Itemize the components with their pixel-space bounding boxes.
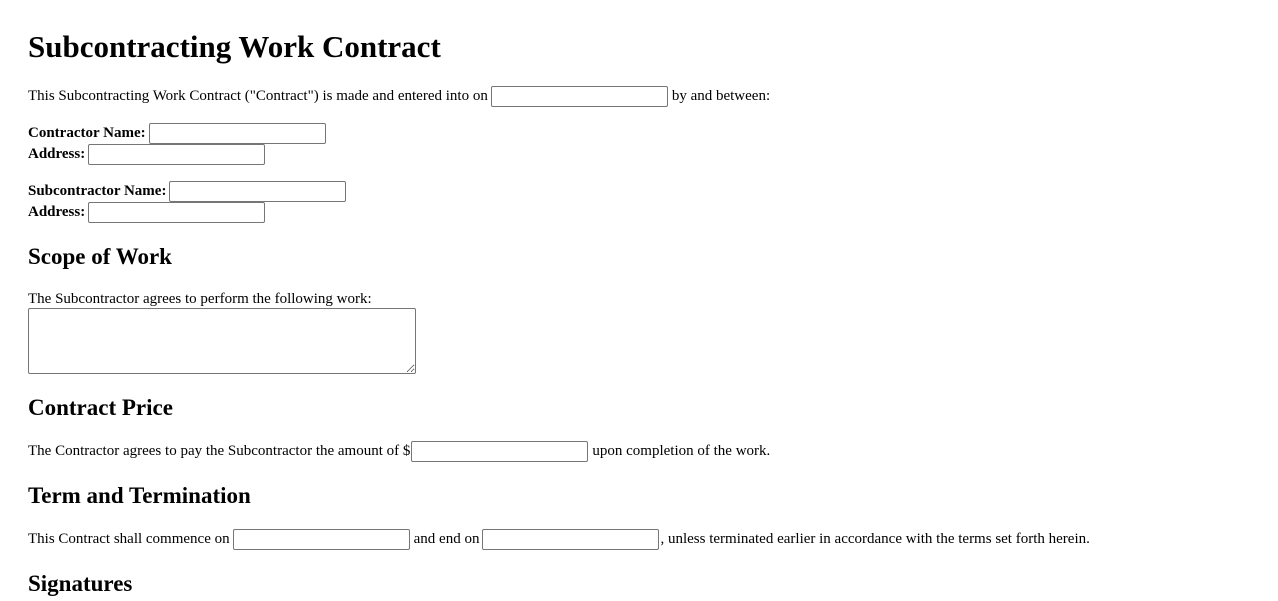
- term-text: This Contract shall commence on: [28, 531, 230, 547]
- intro-paragraph: [28, 86, 770, 107]
- contractor-address-label: Address:: [28, 146, 86, 162]
- scope-heading: Scope of Work: [28, 244, 172, 269]
- scope-of-work-textarea[interactable]: [28, 308, 416, 374]
- subcontractor-address-row: [28, 202, 269, 223]
- term-text-middle: and end on: [413, 531, 480, 547]
- scope-text: [28, 289, 372, 310]
- subcontractor-name-input[interactable]: [169, 181, 346, 202]
- contract-date-input[interactable]: [491, 86, 668, 107]
- price-heading: Contract Price: [28, 395, 173, 420]
- term-heading: Term and Termination: [28, 483, 251, 508]
- contractor-address-row: [28, 144, 269, 165]
- subcontractor-address-label: Address:: [28, 204, 86, 220]
- contractor-address-input[interactable]: [88, 144, 265, 165]
- start-date-input[interactable]: [233, 529, 410, 550]
- contractor-name-label: Contractor Name:: [28, 125, 146, 141]
- subcontractor-address-input[interactable]: [88, 202, 265, 223]
- price-paragraph: [28, 441, 770, 462]
- page-title: Subcontracting Work Contract: [28, 29, 441, 64]
- price-text-after: upon completion of the work.: [592, 443, 771, 459]
- intro-text-after: by and between:: [671, 88, 771, 104]
- contract-amount-input[interactable]: [411, 441, 588, 462]
- scope-description: The Subcontractor agrees to perform the following work:: [28, 291, 372, 307]
- subcontractor-name-label: Subcontractor Name:: [28, 183, 167, 199]
- term-paragraph: [28, 529, 1090, 550]
- intro-text: This Subcontracting Work Contract ("Contract") is made and entered into on: [28, 88, 488, 104]
- subcontractor-name-row: [28, 181, 350, 202]
- price-text: The Contractor agrees to pay the Subcontractor the amount of $: [28, 443, 411, 459]
- contractor-name-input[interactable]: [149, 123, 326, 144]
- signatures-heading: Signatures: [28, 571, 133, 596]
- term-text-after: , unless terminated earlier in accordance with the terms set forth herein.: [660, 531, 1090, 547]
- contractor-name-row: [28, 123, 330, 144]
- end-date-input[interactable]: [482, 529, 659, 550]
